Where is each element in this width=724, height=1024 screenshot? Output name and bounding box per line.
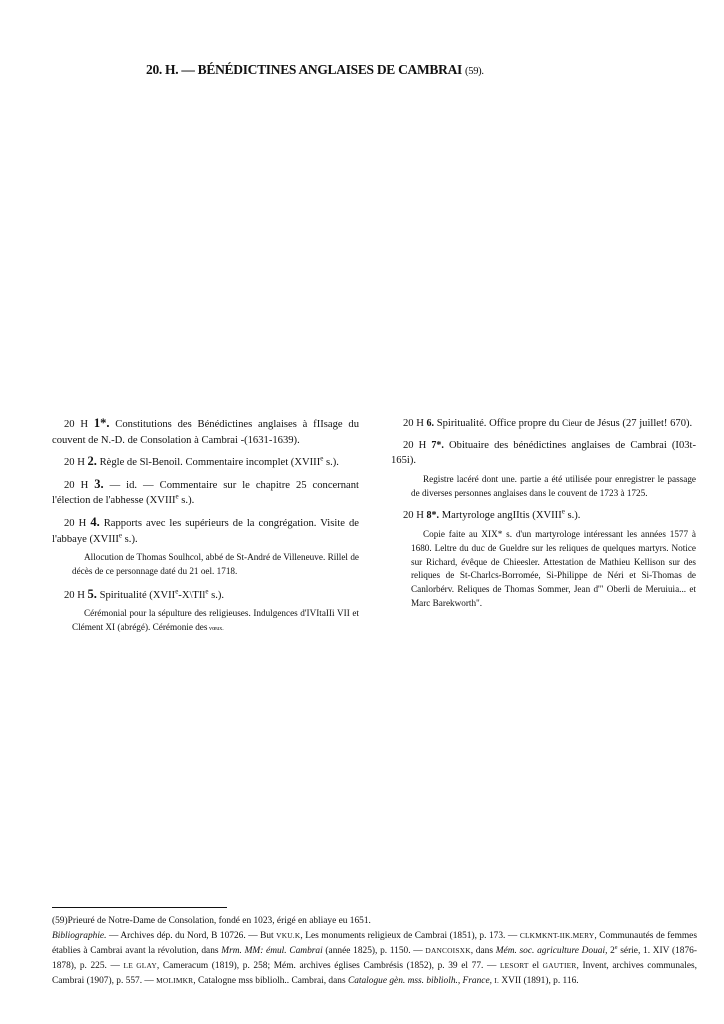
bibliography: Bibliographie. — Archives dép. du Nord, B 10726. — But VKU.K, Les monuments religieux de Cambrai (1851), p. 173. — CLKMKNT-IIK.MERY, Communautés de femmes établies à Cambrai avant la révolution, dans Mrm. MM: émul. Cambrai (année 1825), p. 1150. — DANCOISXK, dans Mém. soc. agriculture Douai, 2e série, 1. XIV (1876-1878), p. 225. — LE GLAY, Cameracum (1819), p. 258; Mém. archives églises Cambrésis (1852), p. 39 el 77. — LESORT el GAUTIER, Invent, archives communales, Cambrai (1907), p. 557. — MOLIMKR, Catalogne mss bibliolh.. Cambrai, dans Catalogue gèn. mss. bibliolh., France, I. XVII (1891), p. 116. <box>52 930 697 986</box>
entry-20h7-note: Registre lacéré dont une. partie a été utilisée pour enregistrer le passage de diverses personnes anglaises dans le couvent de 1723 à 1725. <box>411 473 696 498</box>
entry-20h1: 20 H 1*. Constitutions des Bénédictines anglaises à fIIsage du couvent de N.-D. de Consolation à Cambrai -(1631-1639). <box>52 416 359 446</box>
entry-20h3: 20 H 3. — id. — Commentaire sur le chapitre 25 concernant l'élection de l'abhesse (XVIIIe s.). <box>52 476 360 507</box>
footnote-divider <box>52 907 227 908</box>
entry-20h5-note: Cérémonial pour la sépulture des religieuses. Indulgences d'IVItaIIi VII et Clément XI (abrégé). Cérémonie des vœux. <box>72 608 359 633</box>
entry-20h8-note: Copie faite au XIX* s. d'un martyrologe intéressant les années 1577 à 1680. Leltre du duc de Gueldre sur les reliques de quelques martyrs. Notice sur Richard, évêque de Chieesler. Attestation de Mathieu Kellison sur des reliques de St-Charlcs-Borromée, Si-Philippe de Néri et Si-Thomas de Canlorbérv. Reliques de Thomas Sommer, Jean d'" Oberli de Meruiuia... et Marc Barekworth". <box>411 528 696 608</box>
footnote-ref: (59) <box>465 66 482 77</box>
footnote <box>52 915 697 989</box>
page-title: 20. H. — BÉNÉDICTINES ANGLAISES DE CAMBRAI (59). <box>146 62 484 77</box>
entry-20h4-note: Allocution de Thomas Soulhcol, abbé de St-André de Villeneuve. Rillel de décès de ce personnage daté du 21 oel. 1718. <box>72 552 359 576</box>
entry-20h8: 20 H 8*. Martyrologe angIItis (XVIIIe s.). <box>403 507 581 522</box>
entry-20h4: 20 H 4. Rapports avec les supérieurs de la congrégation. Visite de l'abbaye (XVIIIe s.). <box>52 514 359 545</box>
left-column <box>52 416 359 645</box>
entry-20h6: 20 H 6. Spiritualité. Office propre du Cieur de Jésus (27 juillet! 670). <box>403 418 693 429</box>
entry-20h5: 20 H 5. Spiritualité (XVIIe-X\TIl$^e$ s.). <box>64 586 225 601</box>
entry-20h2: 20 H 2. Règle de Sl-Benoil. Commentaire incomplet (XVIIIe s.). <box>64 454 339 469</box>
footnote-59: (59)Prieuré de Notre-Dame de Consolation, fondé en 1023, érigé en abliaye eu 1651. <box>52 916 371 926</box>
entry-20h7: 20 H 7*. Obituaire des bénédictines anglaises de Cambrai (I03t-165i). <box>391 439 697 467</box>
right-column <box>391 416 696 619</box>
